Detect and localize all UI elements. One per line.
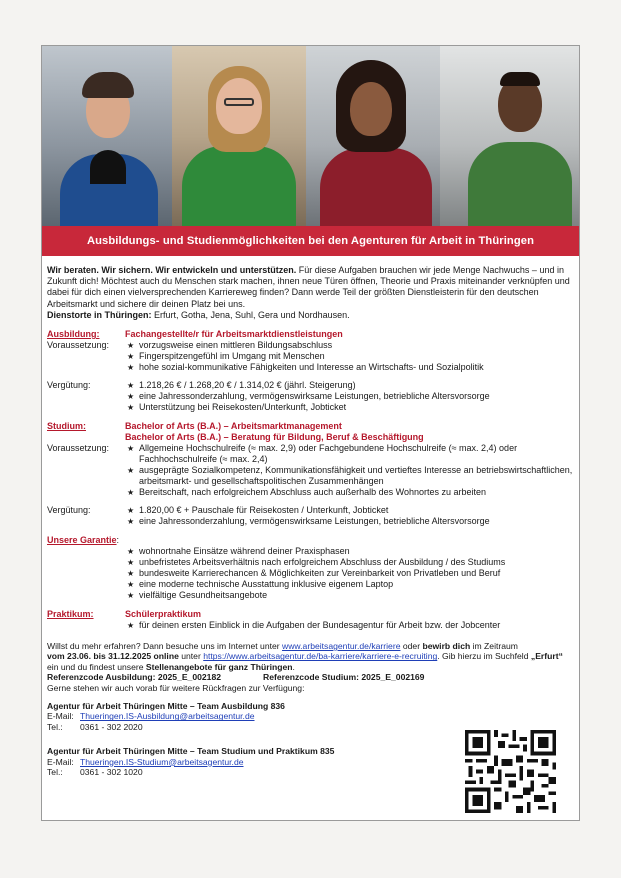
tel-value: 0361 - 302 2020 [80, 721, 143, 732]
locations-label: Dienstorte in Thüringen: [47, 309, 152, 320]
footer-text: im Zeitraum [470, 641, 518, 652]
list-item: ★ eine Jahressonderzahlung, vermögenswirksame Leistungen, betriebliche Altersvorsorge [125, 391, 574, 402]
ausbildung-title: Ausbildung: [47, 329, 100, 340]
email-label: E-Mail: [47, 756, 74, 767]
qr-code[interactable] [465, 730, 556, 813]
list-item: ★ 1.218,26 € / 1.268,20 € / 1.314,02 € (jährl. Steigerung) [125, 380, 574, 391]
praktikum-program: Schülerpraktikum [125, 609, 202, 620]
intro-body: Für diese Aufgaben brauchen wir jede Menge Nachwuchs – und in Zukunft dich! Möchtest auch du Menschen stark machen, ihnen neue Türen öffnen, Theorie und Praxis miteinander verknüpfen und dabei für dich einen vielversprechenden Karriereweg finden? Dann werde Teil der größten Dienstleisterin für den deutschen Arbeitsmarkt und sichere dir deinen Platz bei uns. [47, 265, 570, 309]
main-content [47, 265, 574, 777]
list-item: ★ Unterstützung bei Reisekosten/Unterkunft, Jobticket [125, 402, 574, 413]
tel-label: Tel.: [47, 767, 63, 778]
intro-lead: Wir beraten. Wir sichern. Wir entwickeln und unterstützen. [47, 265, 297, 275]
studium-pay-list [125, 505, 574, 527]
studium-program-1: Bachelor of Arts (B.A.) – Arbeitsmarktmanagement [125, 421, 342, 432]
garantie-list [125, 546, 574, 601]
list-item: ★ vorzugsweise einen mittleren Bildungsabschluss [125, 340, 574, 351]
list-item: ★ 1.820,00 € + Pauschale für Reisekosten / Unterkunft, Jobticket [125, 505, 574, 516]
ausbildung-req-label: Voraussetzung: [47, 340, 110, 351]
contact-name: Agentur für Arbeit Thüringen Mitte – Team Ausbildung 836 [47, 701, 285, 712]
footer-text: ein und du findest unsere [47, 661, 146, 672]
section-ausbildung [47, 329, 574, 413]
section-garantie: Unsere Garantie : ★ wohnortnahe Einsätze während deiner Praxisphasen ★ unbefristetes Arbeitsverhältnis nach erfolgreichem Abschluss der Ausbildung / des Studiums ★ bundesweite Karrierechancen & Möglichkeiten zur Vereinbarkeit von Privatleben und Beruf ★ eine moderne technische Ausstattung inklusive eigenem Laptop ★ vielfältige Gesundheitsangebote [47, 535, 574, 601]
photo-strip [42, 46, 579, 226]
email-label: E-Mail: [47, 711, 74, 722]
search-term: „Erfurt“ [530, 651, 563, 662]
ref-code-ausbildung: Referenzcode Ausbildung: 2025_E_002182 [47, 672, 222, 683]
list-item: ★ wohnortnahe Einsätze während deiner Praxisphasen [125, 546, 574, 557]
photo-woman-green [172, 46, 306, 226]
contact-ausbildung [47, 701, 574, 732]
list-item: ★ unbefristetes Arbeitsverhältnis nach erfolgreichem Abschluss der Ausbildung / des Studiums [125, 557, 574, 568]
ausbildung-req-list [125, 340, 574, 373]
section-studium [47, 421, 574, 527]
photo-young-man [42, 46, 172, 226]
garantie-title: Unsere Garantie [47, 535, 117, 546]
list-item: ★ vielfältige Gesundheitsangebote [125, 590, 574, 601]
locations-list: Erfurt, Gotha, Jena, Suhl, Gera und Nordhausen. [151, 309, 350, 320]
application-period: vom 23.06. bis 31.12.2025 online [47, 651, 179, 662]
ausbildung-program: Fachangestellte/r für Arbeitsmarktdienstleistungen [125, 329, 343, 340]
tel-label: Tel.: [47, 721, 63, 732]
list-item: ★ Bereitschaft, nach erfolgreichem Abschluss auch außerhalb des Wohnortes zu arbeiten [125, 487, 574, 498]
footer-text: . Gib hierzu im Suchfeld [437, 651, 531, 662]
list-item: ★ eine moderne technische Ausstattung inklusive eigenem Laptop [125, 579, 574, 590]
questions-text: Gerne stehen wir auch vorab für weitere Rückfragen zur Verfügung: [47, 682, 305, 693]
email-link[interactable]: Thueringen.IS-Ausbildung@arbeitsagentur.de [80, 711, 255, 722]
praktikum-title: Praktikum: [47, 609, 94, 620]
footer-info [47, 641, 574, 693]
footer-text: oder [400, 641, 423, 652]
list-item: ★ Fingerspitzengefühl im Umgang mit Menschen [125, 351, 574, 362]
studium-pay-label: Vergütung: [47, 505, 91, 516]
ausbildung-pay-list [125, 380, 574, 413]
flyer-page [41, 45, 580, 821]
list-item: ★ für deinen ersten Einblick in die Aufgaben der Bundesagentur für Arbeit bzw. der Jobcenter [125, 620, 574, 631]
email-link[interactable]: Thueringen.IS-Studium@arbeitsagentur.de [80, 756, 244, 767]
studium-title: Studium: [47, 421, 86, 432]
apply-text: bewirb dich [422, 641, 471, 652]
photo-man-green [440, 46, 579, 226]
list-item: ★ Allgemeine Hochschulreife (≈ max. 2,9) oder Fachgebundene Hochschulreife (≈ max. 2,4) oder Fachhochschulreife (≈ max. 2,4) [125, 443, 574, 465]
ausbildung-pay-label: Vergütung: [47, 380, 91, 391]
photo-woman-red [306, 46, 440, 226]
section-praktikum [47, 609, 574, 631]
studium-program-2: Bachelor of Arts (B.A.) – Beratung für Bildung, Beruf & Beschäftigung [125, 432, 424, 443]
karriere-link[interactable]: www.arbeitsagentur.de/karriere [282, 641, 401, 652]
list-item: ★ eine Jahressonderzahlung, vermögenswirksame Leistungen, betriebliche Altersvorsorge [125, 516, 574, 527]
contact-name: Agentur für Arbeit Thüringen Mitte – Team Studium und Praktikum 835 [47, 746, 335, 757]
footer-text: Willst du mehr erfahren? Dann besuche uns im Internet unter [47, 641, 283, 652]
footer-text: . [292, 661, 295, 672]
tel-value: 0361 - 302 1020 [80, 767, 143, 778]
footer-text: unter [178, 651, 204, 662]
intro-paragraph [47, 265, 574, 321]
list-item: ★ ausgeprägte Sozialkompetenz, Kommunikationsfähigkeit und vertieftes Interesse an betriebswirtschaftlichen, arbeitsmarkt- und gesellschaftspolitischen Zusammenhängen [125, 465, 574, 487]
offers-text: Stellenangebote für ganz Thüringen [145, 661, 293, 672]
studium-req-label: Voraussetzung: [47, 443, 110, 454]
praktikum-list [125, 620, 574, 631]
page-title-banner: Ausbildungs- und Studienmöglichkeiten bei den Agenturen für Arbeit in Thüringen [42, 226, 579, 256]
list-item: ★ bundesweite Karrierechancen & Möglichkeiten zur Vereinbarkeit von Privatleben und Beruf [125, 568, 574, 579]
e-recruiting-link[interactable]: https://www.arbeitsagentur.de/ba-karriere/karriere-e-recruiting [203, 651, 438, 662]
list-item: ★ hohe sozial-kommunikative Fähigkeiten und Interesse an Wirtschafts- und Sozialpolitik [125, 362, 574, 373]
studium-req-list [125, 443, 574, 498]
ref-code-studium: Referenzcode Studium: 2025_E_002169 [263, 672, 425, 683]
